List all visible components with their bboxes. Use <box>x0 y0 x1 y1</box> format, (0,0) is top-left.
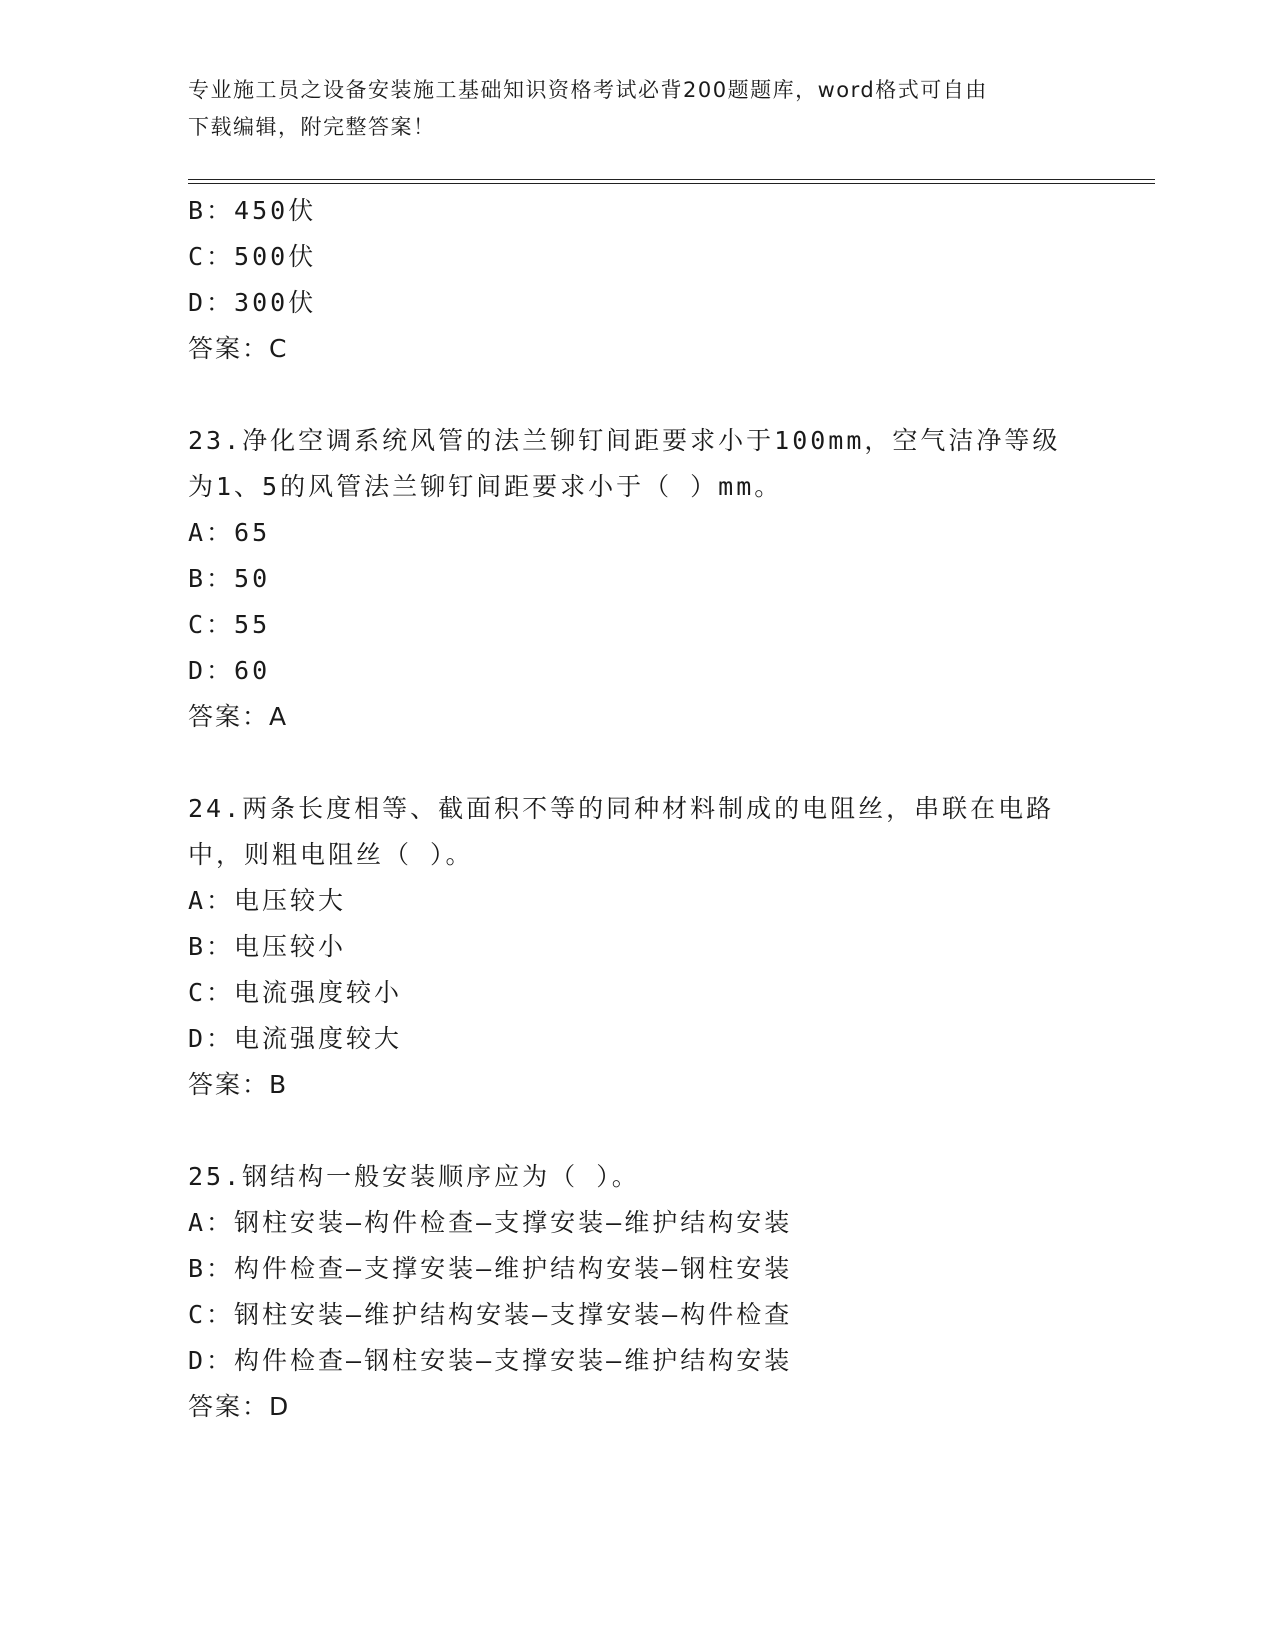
option-c: C：电流强度较小 <box>188 978 403 1007</box>
option-a: A：钢柱安装—构件检查—支撑安装—维护结构安装 <box>188 1208 793 1237</box>
option-d: D：电流强度较大 <box>188 1024 403 1053</box>
question-text: 23.净化空调系统风管的法兰铆钉间距要求小于100mm，空气洁净等级 <box>188 426 1061 455</box>
answer-line: 答案：C <box>188 334 289 363</box>
option-a: A：65 <box>188 518 271 547</box>
question-block-23 <box>188 418 1088 740</box>
answer-line: 答案：D <box>188 1392 291 1421</box>
question-block-25 <box>188 1154 1088 1430</box>
option-d: D：60 <box>188 656 271 685</box>
option-b: B：450伏 <box>188 196 317 225</box>
spacer <box>188 1108 1088 1154</box>
answer-line: 答案：B <box>188 1070 289 1099</box>
question-block-24 <box>188 786 1088 1108</box>
option-d: D：300伏 <box>188 288 317 317</box>
question-content <box>188 188 1088 1430</box>
header-line-2: 下载编辑，附完整答案！ <box>188 115 436 139</box>
document-header <box>188 72 1068 146</box>
spacer <box>188 372 1088 418</box>
option-b: B：构件检查—支撑安装—维护结构安装—钢柱安装 <box>188 1254 793 1283</box>
prev-question-block <box>188 188 1088 372</box>
option-c: C：钢柱安装—维护结构安装—支撑安装—构件检查 <box>188 1300 793 1329</box>
header-line-1: 专业施工员之设备安装施工基础知识资格考试必背200题题库，word格式可自由 <box>188 78 988 102</box>
question-text-cont: 中，则粗电阻丝（ ）。 <box>188 840 474 869</box>
header-divider-bottom <box>188 183 1155 184</box>
option-b: B：电压较小 <box>188 932 347 961</box>
answer-line: 答案：A <box>188 702 289 731</box>
option-d: D：构件检查—钢柱安装—支撑安装—维护结构安装 <box>188 1346 793 1375</box>
question-text: 24.两条长度相等、截面积不等的同种材料制成的电阻丝，串联在电路 <box>188 794 1055 823</box>
option-c: C：55 <box>188 610 271 639</box>
header-divider-top <box>188 179 1155 180</box>
spacer <box>188 740 1088 786</box>
option-a: A：电压较大 <box>188 886 347 915</box>
option-b: B：50 <box>188 564 271 593</box>
option-c: C：500伏 <box>188 242 317 271</box>
question-text-cont: 为1、5的风管法兰铆钉间距要求小于（ ）mm。 <box>188 472 783 501</box>
question-text: 25.钢结构一般安装顺序应为（ ）。 <box>188 1162 640 1191</box>
